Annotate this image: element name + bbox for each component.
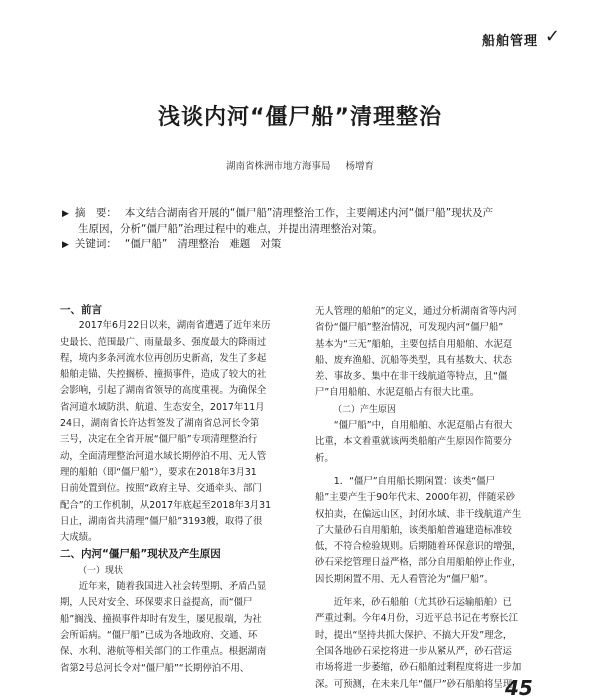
body-line: 船舶走锚、失控搁桥、撞损事件，造成了较大的社 — [60, 369, 267, 381]
body-line: 船、废弃渔船、沉船等类型，具有基数大、状态 — [315, 354, 512, 366]
body-line: 三号，决定在全省开展“僵尸船”专项清理整治行 — [60, 434, 258, 446]
body-line: 因长期闲置不用、无人看管沦为“僵尸船”。 — [315, 573, 494, 585]
body-line: 时，提出“坚持共抓大保护、不搞大开发”理念， — [315, 629, 513, 641]
subsection-heading-causes: （二）产生原因 — [333, 404, 397, 415]
page-number: 45 — [505, 676, 533, 700]
body-line: 无人管理的船舶”的定义，通过分析湖南省等内河 — [315, 306, 517, 317]
body-line: 24日，湖南省长许达哲签发了湖南省总河长令第 — [60, 418, 260, 430]
body-line: 低，不符合检验规则。后期随着环保意识的增强， — [315, 541, 522, 553]
keyword: 难题 — [229, 238, 251, 250]
body-line: 日前处置到位。按照“政府主导、交通牵头、部门 — [60, 483, 262, 495]
paragraph-cause-1 — [315, 474, 535, 588]
right-column — [315, 304, 535, 693]
body-line: 深。可预测，在未来几年“僵尸”砂石船舶将呈现 — [315, 678, 513, 690]
body-line: 权拍卖，在偏远山区，封闭水域、非干线航道产生 — [315, 508, 522, 520]
body-line: 配合”的工作机制，从2017年底起至2018年3月31 — [60, 499, 272, 511]
triangle-bullet-icon: ▶ — [62, 240, 69, 250]
body-line: 日止，湖南省共清理“僵尸船”3193艘，取得了很 — [60, 515, 263, 527]
author-name: 杨增育 — [345, 161, 375, 172]
section-heading-status: 二、内河“僵尸船”现状及产生原因 — [60, 548, 221, 561]
keywords-line — [62, 237, 552, 253]
abstract-text-line-2: 生原因，分析“僵尸船”治理过程中的难点，并提出清理整治对策。 — [78, 223, 383, 235]
paragraph-definition — [315, 304, 535, 402]
body-line: 省河道水域防洪、航道、生态安全，2017年11月 — [60, 401, 265, 413]
paragraph-causes-intro — [315, 418, 535, 467]
abstract-line — [62, 206, 552, 222]
body-line: 近年来，砂石船舶（尤其砂石运输船舶）已 — [333, 597, 512, 609]
body-line: 析。 — [315, 452, 334, 464]
body-line: 船”搁浅、撞损事件却时有发生，屡见报端，为社 — [60, 613, 262, 625]
body-line: 保、水利、港航等相关部门的工作重点。根据湖南 — [60, 646, 267, 658]
body-line: 比重，本文着重就该两类船舶产生原因作简要分 — [315, 436, 512, 448]
body-line: 差、事故多、集中在非干线航道等特点，且“僵 — [315, 371, 508, 383]
body-line: 程，境内多条河流水位再创历史新高，发生了多起 — [60, 352, 267, 364]
keywords-label: 关键词： — [74, 238, 117, 250]
paragraph-intro — [60, 318, 280, 546]
body-line: 市场将进一步萎缩，砂石船舶过剩程度将进一步加 — [315, 662, 522, 674]
body-line: 尸”自用船舶、水泥趸船占有很大比重。 — [315, 387, 480, 399]
body-line: 严重过剩。今年4月份，习近平总书记在考察长江 — [315, 613, 518, 625]
body-line: 史最长、范围最广、雨量最多、强度最大的降雨过 — [60, 336, 267, 348]
body-line: “僵尸船”中，自用船舶、水泥趸船占有很大 — [333, 420, 513, 432]
body-line: 期，人民对安全、环保要求日益提高，而“僵尸 — [60, 597, 253, 609]
section-heading-intro: 一、前言 — [60, 304, 102, 316]
body-line: 全国各地砂石采挖将进一步从紧从严，砂石营运 — [315, 645, 512, 657]
pencil-check-icon: ✓ — [544, 26, 560, 47]
body-line: 2017年6月22日以来，湖南省遭遇了近年来历 — [78, 320, 271, 332]
body-line: 大成绩。 — [60, 532, 98, 544]
body-line: 省第2号总河长令对“僵尸船”“长期停泊不用、 — [60, 662, 250, 674]
body-line: 动，全面清理整治河道水域长期停泊不用、无人管 — [60, 450, 267, 462]
left-column — [60, 302, 280, 677]
abstract-text-line-1: 本文结合湖南省开展的“僵尸船”清理整治工作，主要阐述内河“僵尸船”现状及产 — [124, 207, 494, 219]
body-line: 近年来，随着我国进入社会转型期、矛盾凸显 — [78, 581, 267, 593]
byline — [0, 158, 600, 172]
body-line: 基本为“三无”船舶，主要包括自用船舶、水泥趸 — [315, 338, 513, 350]
body-line: 理的船舶（即“僵尸船”），要求在2018年3月31 — [60, 466, 257, 478]
paragraph-status — [60, 579, 280, 677]
body-line: 会所诟病。“僵尸船”已成为各地政府、交通、环 — [60, 629, 258, 641]
paragraph-cause-1-continued — [315, 595, 535, 693]
section-label: 船舶管理 — [481, 34, 538, 49]
body-line: 了大量砂石自用船舶，该类船舶普遍建造标准较 — [315, 524, 512, 536]
body-line: 会影响，引起了湖南省领导的高度重视。为确保全 — [60, 385, 267, 397]
article-title: 浅谈内河“僵尸船”清理整治 — [158, 105, 442, 130]
abstract-label: 摘 要： — [74, 207, 117, 219]
subsection-heading-status: （一）现状 — [78, 565, 124, 576]
body-line: 砂石采挖管理日益严格，部分自用船舶停止作业， — [315, 557, 522, 569]
abstract-block — [62, 206, 552, 253]
keyword: “僵尸船” — [124, 238, 168, 250]
author-affiliation: 湖南省株洲市地方海事局 — [225, 161, 331, 172]
keyword: 清理整治 — [177, 238, 220, 250]
triangle-bullet-icon: ▶ — [62, 209, 69, 219]
body-line: 省份“僵尸船”整治情况，可发现内河“僵尸船” — [315, 322, 504, 334]
body-line: 1．“僵尸”自用船长期闲置：该类“僵尸 — [333, 475, 495, 487]
keyword: 对策 — [260, 238, 282, 250]
body-line: 船”主要产生于90年代末、2000年初，伴随采砂 — [315, 492, 516, 504]
